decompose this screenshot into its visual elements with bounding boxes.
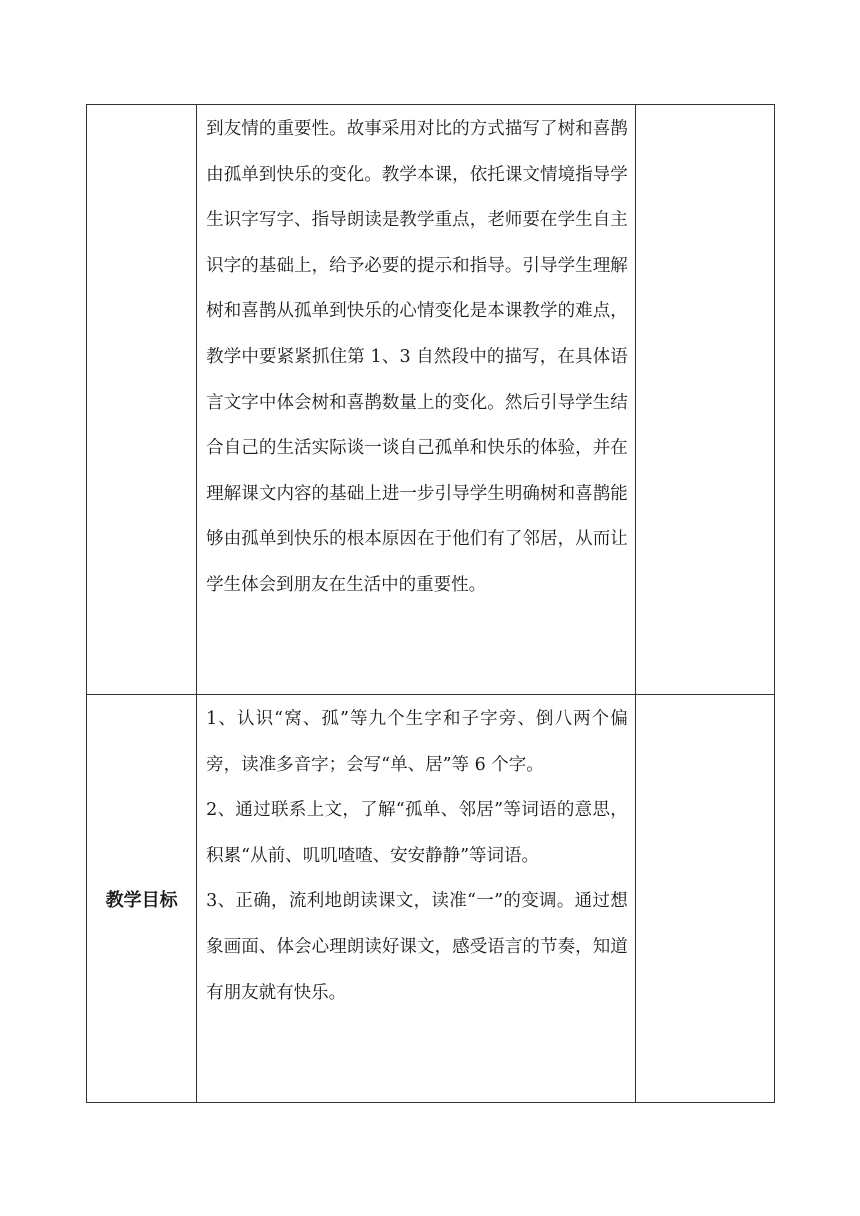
goal-item: 3、正确，流利地朗读课文，读准“一”的变调。通过想象画面、体会心理朗读好课文，感受语言的节奏，知道有朋友就有快乐。	[206, 891, 628, 1003]
table-row	[87, 105, 775, 695]
goal-item: 1、认识“窝、孤”等九个生字和子字旁、倒八两个偏旁，读准多音字；会写“单、居”等 6 个字。	[206, 709, 628, 775]
row-label	[87, 105, 197, 695]
paragraph: 到友情的重要性。故事采用对比的方式描写了树和喜鹊由孤单到快乐的变化。教学本课，依托课文情境指导学生识字写字、指导朗读是教学重点，老师要在学生自主识字的基础上，给予必要的提示和指导。引导学生理解树和喜鹊从孤单到快乐的心情变化是本课教学的难点，教学中要紧紧抓住第 1、3 自然段中的描写，在具体语言文字中体会树和喜鹊数量上的变化。然后引导学生结合自己的生活实际谈一谈自己孤单和快乐的体验，并在理解课文内容的基础上进一步引导学生明确树和喜鹊能够由孤单到快乐的根本原因在于他们有了邻居，从而让学生体会到朋友在生活中的重要性。	[206, 119, 628, 595]
table-row	[87, 695, 775, 1103]
lesson-plan-table	[86, 104, 775, 1103]
notes-cell	[635, 695, 774, 1103]
teaching-goals-cell	[197, 695, 636, 1103]
goal-item: 2、通过联系上文，了解“孤单、邻居”等词语的意思，积累“从前、叽叽喳喳、安安静静”等词语。	[206, 800, 628, 866]
analysis-cell	[197, 105, 636, 695]
row-label-teaching-goals: 教学目标	[87, 695, 197, 1103]
notes-cell	[635, 105, 774, 695]
